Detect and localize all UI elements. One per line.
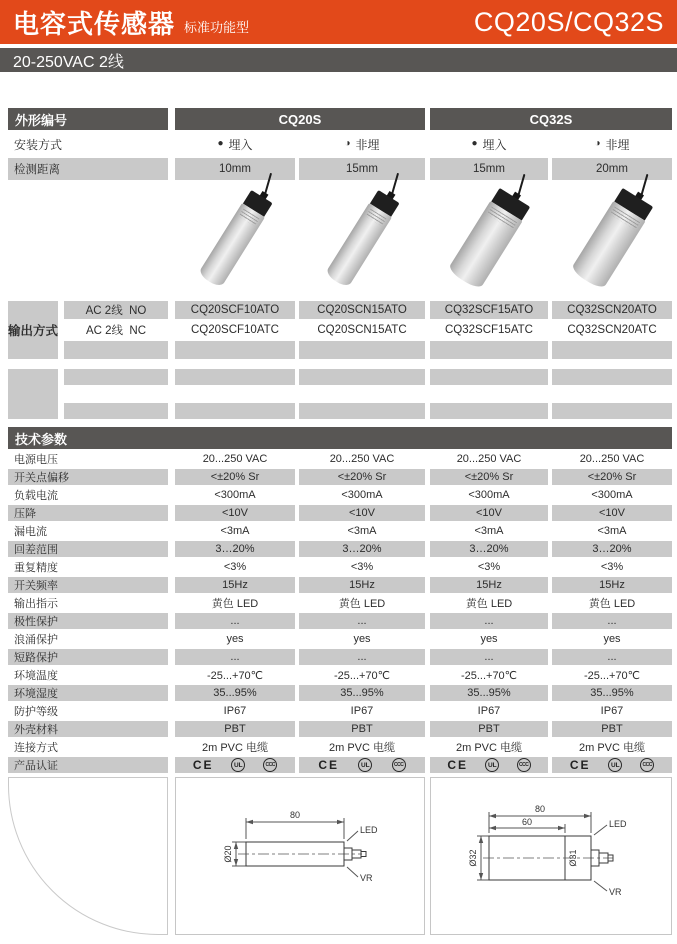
tech-param-label: 极性保护	[8, 613, 168, 629]
mounting-label: 安装方式	[14, 137, 63, 152]
tech-row	[8, 577, 672, 593]
tech-param-value: -25...+70℃	[460, 669, 518, 682]
tech-row	[8, 469, 672, 485]
dimension-drawing-cq20s	[175, 777, 425, 935]
tech-param-value: ...	[299, 649, 425, 665]
output-mode-table	[8, 301, 672, 359]
tech-param-label: 连接方式	[14, 742, 58, 754]
tech-row	[8, 451, 672, 467]
tech-param-label: 防护等级	[14, 706, 58, 718]
tech-param-value: PBT	[175, 721, 295, 737]
tech-param-value: <300mA	[341, 489, 383, 501]
tech-param-value: <3mA	[220, 525, 250, 537]
series-bar-label: 20-250VAC 2线	[13, 53, 124, 71]
empty-label-cell	[8, 369, 58, 419]
sensor-photo-cq20s-nonflush	[324, 189, 400, 288]
tech-param-value: 2m PVC 电缆	[328, 742, 395, 754]
sensor-photo-cq32s-flush	[447, 187, 531, 290]
tech-param-value: IP67	[223, 705, 247, 717]
mounting-row	[8, 132, 672, 156]
tech-param-value: 3…20%	[552, 541, 672, 557]
tech-row	[8, 559, 672, 575]
tech-param-value: 3…20%	[299, 541, 425, 557]
tech-param-value: 黄色 LED	[211, 598, 259, 610]
model-number: CQ32SCN20ATC	[567, 324, 657, 336]
certification-label: 产品认证	[8, 757, 168, 773]
tech-param-value: -25...+70℃	[206, 669, 264, 682]
tech-param-value: 35...95%	[552, 685, 672, 701]
empty-cell	[64, 403, 168, 419]
cq20s-drawing-svg	[176, 778, 424, 934]
led-label: LED	[360, 825, 378, 835]
dim-diameter-label: Ø32	[468, 849, 478, 867]
empty-cell	[299, 403, 425, 419]
empty-cell	[299, 369, 425, 385]
ul-mark-icon: UL	[231, 758, 245, 772]
tech-row	[8, 541, 672, 557]
page-subtitle: 标准功能型	[184, 19, 250, 35]
flush-mount-icon: ●	[471, 137, 478, 149]
photo-cell	[299, 183, 425, 295]
dim-length-label: 80	[289, 810, 301, 820]
mounting-value: 非埋	[355, 137, 380, 152]
distance-row	[8, 158, 672, 180]
model-range-title: CQ20S/CQ32S	[473, 6, 664, 37]
tech-param-value: <10V	[552, 505, 672, 521]
tech-row	[8, 505, 672, 521]
tech-param-value: IP67	[477, 705, 501, 717]
tech-row	[8, 523, 672, 539]
series-bar	[0, 48, 677, 72]
mounting-value: 埋入	[482, 137, 507, 152]
tech-param-value: PBT	[552, 721, 672, 737]
shape-code-header: 外形编号	[8, 108, 168, 130]
tech-param-value: ...	[552, 649, 672, 665]
tech-param-value: <3%	[350, 561, 374, 573]
group-header-cq32s: CQ32S	[430, 108, 672, 130]
flush-mount-icon: ●	[217, 137, 224, 149]
output-type: AC 2线 NC	[85, 325, 147, 337]
tech-param-value: ...	[552, 613, 672, 629]
tech-param-value: -25...+70℃	[333, 669, 391, 682]
dim-diameter-label: Ø20	[223, 845, 233, 863]
empty-cell	[175, 369, 295, 385]
empty-cell	[175, 403, 295, 419]
model-number: CQ20SCN15ATC	[317, 324, 407, 336]
tech-params-header: 技术参数	[8, 427, 672, 449]
ccc-mark-icon: CCC	[640, 758, 654, 772]
empty-cell	[552, 341, 672, 359]
tech-param-value: 15Hz	[552, 577, 672, 593]
output-mode-table-spare	[8, 369, 672, 419]
mounting-cell	[299, 132, 425, 156]
tech-param-value: <±20% Sr	[430, 469, 548, 485]
ul-mark-icon: UL	[608, 758, 622, 772]
tech-param-value: ...	[430, 649, 548, 665]
mounting-value: 埋入	[228, 137, 253, 152]
empty-cell	[299, 341, 425, 359]
tech-param-value: 2m PVC 电缆	[455, 742, 522, 754]
tech-param-value: 15Hz	[299, 577, 425, 593]
tech-param-value: ...	[175, 613, 295, 629]
tech-param-label: 浪涌保护	[14, 634, 58, 646]
photo-cell	[430, 183, 548, 295]
empty-cell	[430, 403, 548, 419]
photo-cell	[552, 183, 672, 295]
distance-value: 15mm	[430, 158, 548, 180]
non-flush-mount-icon: ◑	[594, 137, 601, 149]
tech-param-label: 短路保护	[8, 649, 168, 665]
empty-cell	[552, 369, 672, 385]
dim-length-label: 80	[534, 804, 546, 814]
shape-table-header-row	[8, 108, 672, 130]
ccc-mark-icon: CCC	[263, 758, 277, 772]
mounting-cell	[430, 132, 548, 156]
tech-param-value: 15Hz	[430, 577, 548, 593]
tech-row	[8, 487, 672, 503]
tech-param-value: IP67	[350, 705, 374, 717]
ul-mark-icon: UL	[485, 758, 499, 772]
certification-row	[8, 757, 672, 773]
decorative-corner-box	[8, 777, 168, 935]
dim-inner-diameter-label: Ø31	[568, 849, 578, 867]
sensor-photo-cq20s-flush	[197, 189, 273, 288]
distance-value: 20mm	[552, 158, 672, 180]
tech-param-value: -25...+70℃	[583, 669, 641, 682]
tech-row	[8, 721, 672, 737]
tech-row	[8, 613, 672, 629]
tech-row	[8, 739, 672, 755]
tech-param-value: 20...250 VAC	[329, 453, 395, 465]
distance-value: 15mm	[299, 158, 425, 180]
mounting-cell	[175, 132, 295, 156]
tech-param-value: yes	[226, 633, 244, 645]
sensor-photo-cq32s-nonflush	[570, 187, 654, 290]
ccc-mark-icon: CCC	[517, 758, 531, 772]
empty-cell	[64, 341, 168, 359]
tech-param-value: 黄色 LED	[588, 598, 636, 610]
tech-param-value: <±20% Sr	[299, 469, 425, 485]
tech-param-label: 电源电压	[14, 454, 58, 466]
certification-marks	[175, 757, 295, 773]
group-header-cq20s: CQ20S	[175, 108, 425, 130]
photo-cell	[175, 183, 295, 295]
distance-value: 10mm	[175, 158, 295, 180]
tech-param-label: 开关点偏移	[8, 469, 168, 485]
empty-cell	[552, 403, 672, 419]
tech-param-label: 负载电流	[14, 490, 58, 502]
empty-cell	[430, 369, 548, 385]
tech-param-value: PBT	[299, 721, 425, 737]
certification-marks	[430, 757, 548, 773]
tech-param-value: yes	[603, 633, 621, 645]
empty-cell	[175, 341, 295, 359]
tech-param-value: <10V	[430, 505, 548, 521]
vr-label: VR	[609, 887, 622, 897]
certification-marks	[552, 757, 672, 773]
tech-param-value: ...	[430, 613, 548, 629]
tech-param-value: <300mA	[468, 489, 510, 501]
model-number: CQ20SCF10ATC	[191, 324, 279, 336]
model-number: CQ20SCF10ATO	[175, 301, 295, 319]
output-mode-label: 输出方式	[8, 301, 58, 359]
dimension-drawing-cq32s	[430, 777, 672, 935]
tech-param-value: 2m PVC 电缆	[201, 742, 268, 754]
tech-param-label: 外壳材料	[8, 721, 168, 737]
tech-param-value: <3%	[223, 561, 247, 573]
tech-param-label: 回差范围	[8, 541, 168, 557]
tech-param-value: PBT	[430, 721, 548, 737]
model-number: CQ32SCN20ATO	[552, 301, 672, 319]
tech-param-label: 环境温度	[14, 670, 58, 682]
tech-param-value: <300mA	[214, 489, 256, 501]
tech-param-value: 35...95%	[299, 685, 425, 701]
model-number: CQ32SCF15ATO	[430, 301, 548, 319]
tech-param-value: 15Hz	[175, 577, 295, 593]
tech-param-label: 环境湿度	[8, 685, 168, 701]
ce-mark-icon: CE	[318, 758, 339, 772]
certification-marks	[299, 757, 425, 773]
tech-row	[8, 667, 672, 683]
ce-mark-icon: CE	[447, 758, 468, 772]
tech-param-value: <3mA	[474, 525, 504, 537]
mounting-value: 非埋	[605, 137, 630, 152]
dim-inner-length-label: 60	[521, 817, 533, 827]
tech-param-value: 3…20%	[175, 541, 295, 557]
output-type: AC 2线 NO	[64, 301, 168, 319]
tech-param-value: 黄色 LED	[338, 598, 386, 610]
ce-mark-icon: CE	[192, 758, 214, 772]
non-flush-mount-icon: ◑	[344, 137, 351, 149]
tech-param-label: 重复精度	[14, 562, 58, 574]
tech-param-value: 35...95%	[430, 685, 548, 701]
tech-param-value: yes	[480, 633, 498, 645]
model-number: CQ20SCN15ATO	[299, 301, 425, 319]
ccc-mark-icon: CCC	[392, 758, 406, 772]
tech-param-value: <300mA	[591, 489, 633, 501]
tech-param-value: <10V	[299, 505, 425, 521]
tech-row	[8, 649, 672, 665]
tech-param-label: 输出指示	[14, 598, 58, 610]
tech-param-value: <3mA	[347, 525, 377, 537]
cq32s-drawing-svg	[431, 778, 671, 934]
tech-param-value: <±20% Sr	[552, 469, 672, 485]
tech-param-value: ...	[299, 613, 425, 629]
tech-param-value: <±20% Sr	[175, 469, 295, 485]
tech-param-value: <3%	[477, 561, 501, 573]
tech-params-table	[8, 451, 672, 755]
distance-label: 检测距离	[8, 158, 168, 180]
ul-mark-icon: UL	[358, 758, 372, 772]
led-label: LED	[609, 819, 627, 829]
tech-param-value: <10V	[175, 505, 295, 521]
tech-param-label: 压降	[8, 505, 168, 521]
tech-param-value: 20...250 VAC	[456, 453, 522, 465]
tech-param-label: 开关频率	[8, 577, 168, 593]
tech-param-value: 35...95%	[175, 685, 295, 701]
dimension-drawings-row	[8, 777, 672, 935]
mounting-cell	[552, 132, 672, 156]
tech-param-value: 2m PVC 电缆	[578, 742, 645, 754]
tech-param-label: 漏电流	[14, 526, 47, 538]
page-header-banner	[0, 0, 677, 44]
empty-cell	[64, 369, 168, 385]
tech-row	[8, 631, 672, 647]
tech-param-value: 20...250 VAC	[202, 453, 268, 465]
tech-param-value: 3…20%	[430, 541, 548, 557]
tech-param-value: <3%	[600, 561, 624, 573]
tech-param-value: 黄色 LED	[465, 598, 513, 610]
tech-param-value: <3mA	[597, 525, 627, 537]
page-title: 电容式传感器	[13, 8, 176, 39]
tech-param-value: yes	[353, 633, 371, 645]
product-photos-row	[8, 183, 672, 295]
ce-mark-icon: CE	[569, 758, 591, 772]
model-number: CQ32SCF15ATC	[445, 324, 533, 336]
tech-param-value: ...	[175, 649, 295, 665]
tech-param-value: 20...250 VAC	[579, 453, 645, 465]
tech-row	[8, 595, 672, 611]
empty-cell	[430, 341, 548, 359]
tech-row	[8, 703, 672, 719]
vr-label: VR	[360, 873, 373, 883]
tech-row	[8, 685, 672, 701]
tech-param-value: IP67	[600, 705, 624, 717]
